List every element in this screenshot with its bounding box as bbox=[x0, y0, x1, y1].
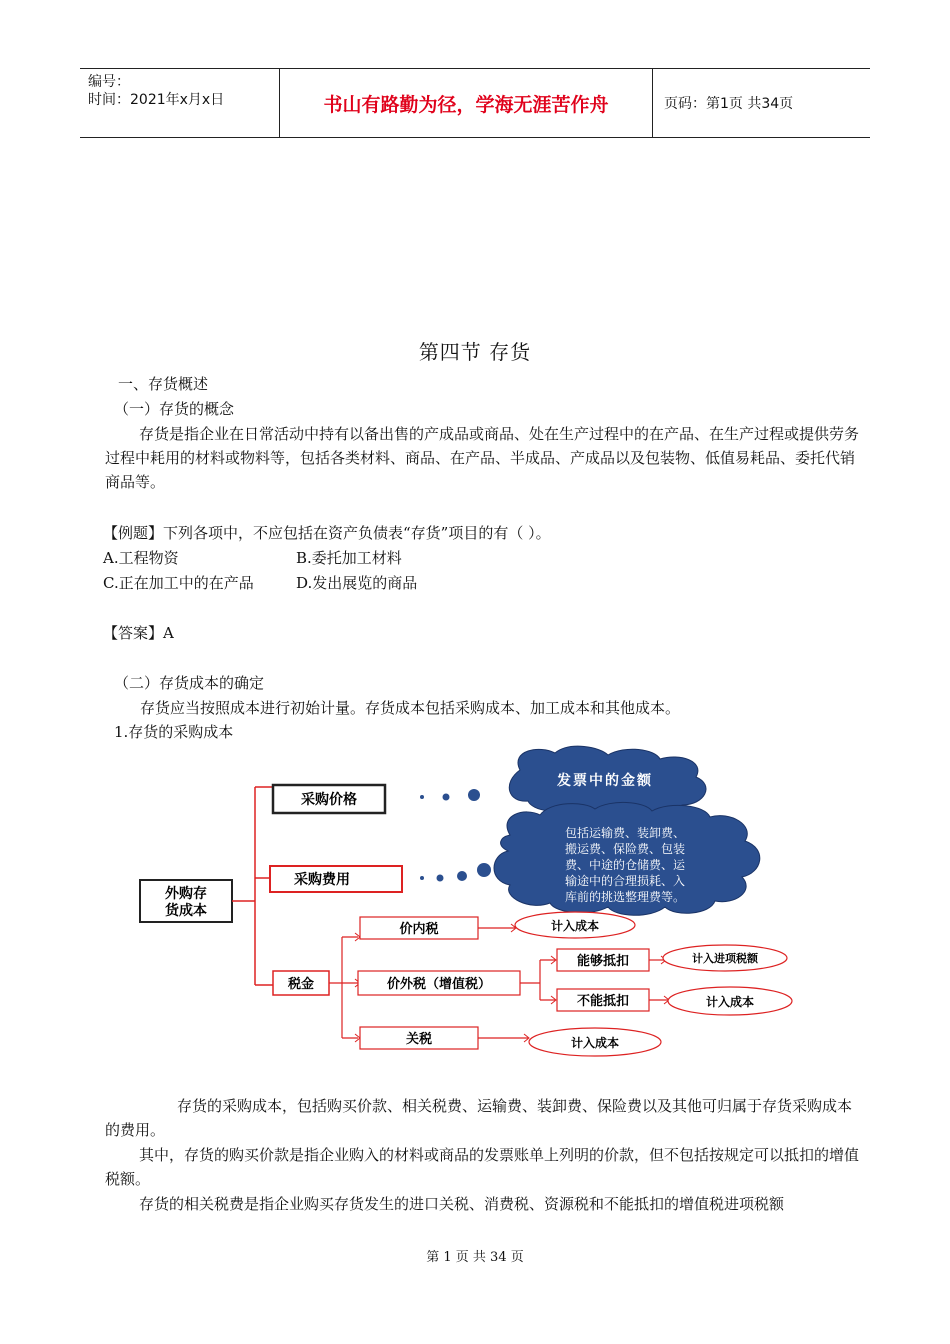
cloud2-line-2: 搬运费、保险费、包装 bbox=[564, 842, 686, 856]
heading-inventory-concept: （一）存货的概念 bbox=[114, 400, 235, 418]
option-c: C.正在加工中的在产品 bbox=[103, 574, 254, 592]
answer: 【答案】A bbox=[103, 624, 174, 642]
heading-cost-determination: （二）存货成本的确定 bbox=[114, 674, 265, 692]
header-number: 编号： bbox=[88, 74, 130, 90]
paragraph-purchase-price: 其中，存货的购买价款是指企业购入的材料或商品的发票账单上列明的价款，但不包括按规定可以抵扣的增值税额。 bbox=[105, 1146, 860, 1188]
option-b: B.委托加工材料 bbox=[296, 549, 402, 567]
into-cost-label-2: 计入成本 bbox=[705, 995, 755, 1009]
tax-out-price-label: 价外税（增值税） bbox=[386, 977, 492, 992]
example-question: 【例题】下列各项中，不应包括在资产负债表“存货”项目的有（ ）。 bbox=[103, 524, 551, 542]
purchase-price-label: 采购价格 bbox=[301, 792, 357, 808]
header-motto: 书山有路勤为径，学海无涯苦作舟 bbox=[280, 69, 653, 137]
paragraph-related-taxes: 存货的相关税费是指企业购买存货发生的进口关税、消费税、资源税和不能抵扣的增值税进项税额 bbox=[139, 1195, 785, 1213]
into-input-tax-label: 计入进项税额 bbox=[692, 952, 758, 965]
document-header bbox=[80, 68, 870, 138]
purchase-cost-diagram bbox=[130, 745, 810, 1065]
heading-inventory-overview: 一、存货概述 bbox=[118, 375, 209, 393]
root-label-1: 外购存 bbox=[165, 886, 207, 902]
cloud2-line-4: 输途中的合理损耗、入 bbox=[564, 874, 686, 888]
section-title: 第四节 存货 bbox=[418, 340, 532, 364]
purchase-fee-label: 采购费用 bbox=[294, 872, 350, 888]
tax-in-price-label: 价内税 bbox=[399, 922, 439, 937]
paragraph-cost-intro: 存货应当按照成本进行初始计量。存货成本包括采购成本、加工成本和其他成本。 bbox=[140, 699, 681, 717]
deductible-label: 能够抵扣 bbox=[576, 954, 630, 969]
header-page-code: 页码：第1页 共34页 bbox=[664, 96, 794, 112]
into-cost-label-1: 计入成本 bbox=[550, 919, 600, 933]
paragraph-concept: 存货是指企业在日常活动中持有以备出售的产成品或商品、处在生产过程中的在产品、在生产过程或提供劳务过程中耗用的材料或物料等，包括各类材料、商品、在产品、半成品、产成品以及包装物、低值易耗品、委托代销商品等。 bbox=[105, 425, 860, 491]
customs-label: 关税 bbox=[405, 1032, 433, 1047]
heading-purchase-cost: 1.存货的采购成本 bbox=[114, 723, 234, 741]
cloud2-line-5: 库前的挑选整理费等。 bbox=[564, 890, 686, 904]
tax-connector bbox=[329, 937, 358, 1038]
taxes-label: 税金 bbox=[287, 977, 315, 992]
option-a: A.工程物资 bbox=[103, 549, 179, 567]
cloud1-label: 发票中的金额 bbox=[557, 773, 653, 789]
into-cost-label-3: 计入成本 bbox=[570, 1036, 620, 1050]
cloud2-line-3: 费、中途的仓储费、运 bbox=[564, 858, 686, 872]
page-footer: 第 1 页 共 34 页 bbox=[426, 1250, 524, 1265]
paragraph-purchase-cost: 存货的采购成本，包括购买价款、相关税费、运输费、装卸费、保险费以及其他可归属于存货采购成本的费用。 bbox=[105, 1097, 853, 1139]
cloud2-line-1: 包括运输费、装卸费、 bbox=[564, 826, 686, 840]
root-connector bbox=[232, 787, 273, 985]
cloud-purchase-fee-detail bbox=[494, 802, 760, 915]
root-label-2: 货成本 bbox=[165, 903, 207, 919]
non-deductible-label: 不能抵扣 bbox=[576, 994, 630, 1009]
header-meta bbox=[80, 69, 280, 137]
option-d: D.发出展览的商品 bbox=[296, 574, 418, 592]
header-time: 时间：2021年x月x日 bbox=[88, 92, 225, 108]
